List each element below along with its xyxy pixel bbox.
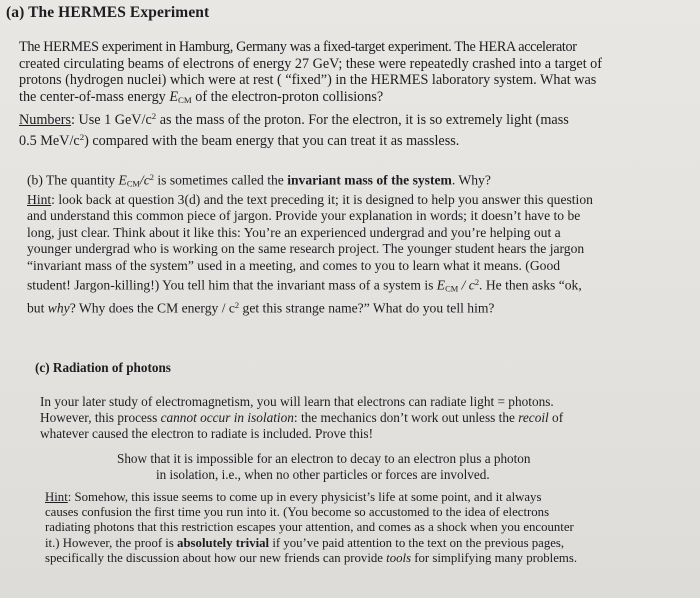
part-a-line: protons (hydrogen nuclei) which were at rest ( “fixed”) in the HERMES laboratory system. What was	[19, 72, 597, 89]
part-b-line: long, just clear. Think about it like this: You’re an experienced undergrad and you’re helping out a	[27, 224, 561, 240]
part-a-line: The HERMES experiment in Hamburg, Germany was a fixed-target experiment. The HERA accelerator	[19, 39, 577, 55]
part-b-line: “invariant mass of the system” used in a meeting, and comes to you to learn what it means. (Good	[27, 257, 561, 273]
numbers-label: Numbers	[19, 111, 72, 128]
part-c-task	[117, 451, 530, 482]
part-a-line: created circulating beams of electrons of energy 27 GeV; these were repeatedly crashed into a target of	[19, 55, 603, 72]
part-b-hint-line: Hint: look back at question 3(d) and the text preceding it; it is designed to help you answer this question	[27, 191, 593, 207]
part-b-line: but why? Why does the CM energy / $c^2$ get this strange name?” What do you tell him?	[27, 300, 495, 316]
task-line: Show that it is impossible for an electron to decay to an electron plus a photon	[117, 451, 531, 466]
part-b-line: (b) The quantity ECM/$c^2$ is sometimes called the invariant mass of the system. Why?	[27, 172, 491, 189]
part-c-paragraph	[40, 394, 563, 441]
part-a-heading: (a) The HERMES Experiment	[6, 4, 210, 21]
part-c-line: whatever caused the electron to radiate is included. Prove this!	[40, 425, 374, 441]
invariant-mass-term: invariant mass of the system	[287, 172, 452, 188]
part-a-line: the center-of-mass energy ECM of the electron-proton collisions?	[19, 88, 384, 105]
hint-line: causes confusion the first time you run into it. (You become so accustomed to the idea of electrons	[45, 505, 550, 520]
hint-label: Hint	[27, 191, 52, 207]
task-line: in isolation, i.e., when no other particles or forces are involved.	[156, 466, 490, 482]
ecm-symbol: E	[169, 88, 178, 105]
part-b-paragraph	[27, 169, 593, 317]
hint-line: it.) However, the proof is absolutely trivial if you’ve paid attention to the text on the previous pages,	[45, 535, 565, 550]
part-c-heading: (c) Radiation of photons	[35, 360, 171, 375]
hint-line: specifically the discussion about how our new friends can provide tools for simplifying many problems.	[45, 550, 578, 565]
part-c-line: However, this process cannot occur in isolation: the mechanics don’t work out unless the recoil of	[40, 409, 564, 425]
part-a-paragraph	[19, 39, 602, 149]
part-b-line: and understand this common piece of jargon. Provide your explanation in words; it doesn’t have to be	[27, 208, 581, 224]
numbers-line: Numbers: Use 1 GeV/$c^2$ as the mass of the proton. For the electron, it is so extremely light (mass	[19, 111, 569, 128]
part-c-line: In your later study of electromagnetism, you will learn that electrons can radiate light = photons.	[40, 394, 554, 409]
hint-label: Hint	[45, 490, 68, 504]
part-b-line: younger undergrad who is working on the same research project. The younger student hears the jargon	[27, 241, 585, 257]
hint-line: Hint: Somehow, this issue seems to come up in every physicist’s life at some point, and it always	[45, 490, 542, 504]
part-b-line: student! Jargon-killing!) You tell him that the invariant mass of a system is ECM / $c^2$. He then asks “ok,	[27, 277, 582, 294]
hint-line: radiating photons that this restriction escapes your attention, and comes as a shock when you encounter	[45, 520, 574, 535]
part-c-hint-paragraph	[45, 490, 577, 566]
part-a-line: 0.5 MeV/$c^2$) compared with the beam energy that you can treat it as massless.	[19, 131, 460, 149]
